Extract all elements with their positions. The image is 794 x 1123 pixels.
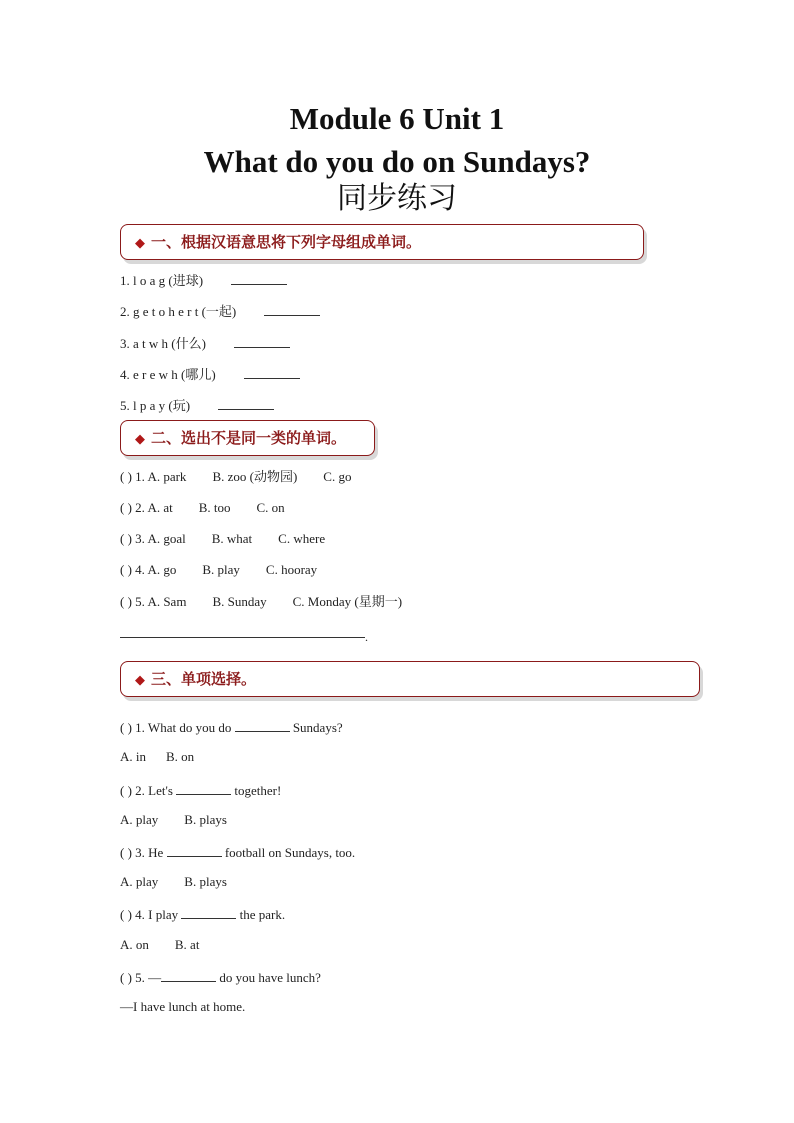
list-item: 5. l p a y (玩): [120, 397, 274, 412]
diamond-icon: ◆: [135, 432, 145, 447]
answer-5: —I have lunch at home.: [120, 999, 246, 1014]
answer-blank[interactable]: [234, 335, 290, 348]
section-1-heading: 一、根据汉语意思将下列字母组成单词。: [151, 233, 422, 251]
answer-blank[interactable]: [176, 782, 231, 795]
list-item: 4. e r e w h (哪儿): [120, 366, 300, 381]
question-5: ( ) 5. — do you have lunch?: [120, 970, 321, 985]
list-item: ( ) 5. A. Sam B. Sunday C. Monday (星期一): [120, 594, 403, 609]
answer-blank[interactable]: [218, 397, 274, 410]
list-item: 1. l o a g (进球): [120, 272, 287, 287]
question-3: ( ) 3. He football on Sundays, too.: [120, 845, 356, 860]
list-item: 3. a t w h (什么): [120, 335, 290, 350]
section-3-heading: 三、单项选择。: [151, 670, 257, 688]
question-2: ( ) 2. Let's together!: [120, 783, 282, 798]
divider: [120, 637, 365, 638]
diamond-icon: ◆: [135, 236, 145, 251]
options-3: A. play B. plays: [120, 874, 227, 889]
answer-blank[interactable]: [181, 906, 236, 919]
options-1: A. in B. on: [120, 749, 195, 764]
answer-blank[interactable]: [235, 719, 290, 732]
list-item: ( ) 2. A. at B. too C. on: [120, 500, 285, 515]
answer-blank[interactable]: [161, 969, 216, 982]
answer-blank[interactable]: [231, 272, 287, 285]
answer-blank[interactable]: [244, 366, 300, 379]
list-item: ( ) 4. A. go B. play C. hooray: [120, 562, 318, 577]
list-item: 2. g e t o h e r t (一起): [120, 303, 320, 318]
diamond-icon: ◆: [135, 673, 145, 688]
list-item: ( ) 1. A. park B. zoo (动物园) C. go: [120, 469, 352, 484]
title-line-3: 同步练习: [337, 181, 457, 216]
options-2: A. play B. plays: [120, 812, 227, 827]
title-line-1: Module 6 Unit 1: [289, 101, 505, 136]
section-3-header: [120, 661, 700, 697]
list-item: ( ) 3. A. goal B. what C. where: [120, 531, 326, 546]
answer-blank[interactable]: [264, 303, 320, 316]
title-line-2: What do you do on Sundays?: [203, 144, 591, 179]
question-1: ( ) 1. What do you do Sundays?: [120, 720, 343, 735]
end-mark: .: [365, 630, 368, 644]
options-4: A. on B. at: [120, 937, 200, 952]
answer-blank[interactable]: [167, 844, 222, 857]
section-1-header: [120, 224, 644, 260]
section-2-heading: 二、选出不是同一类的单词。: [151, 429, 347, 447]
question-4: ( ) 4. I play the park.: [120, 907, 286, 922]
section-2-header: [120, 420, 375, 456]
